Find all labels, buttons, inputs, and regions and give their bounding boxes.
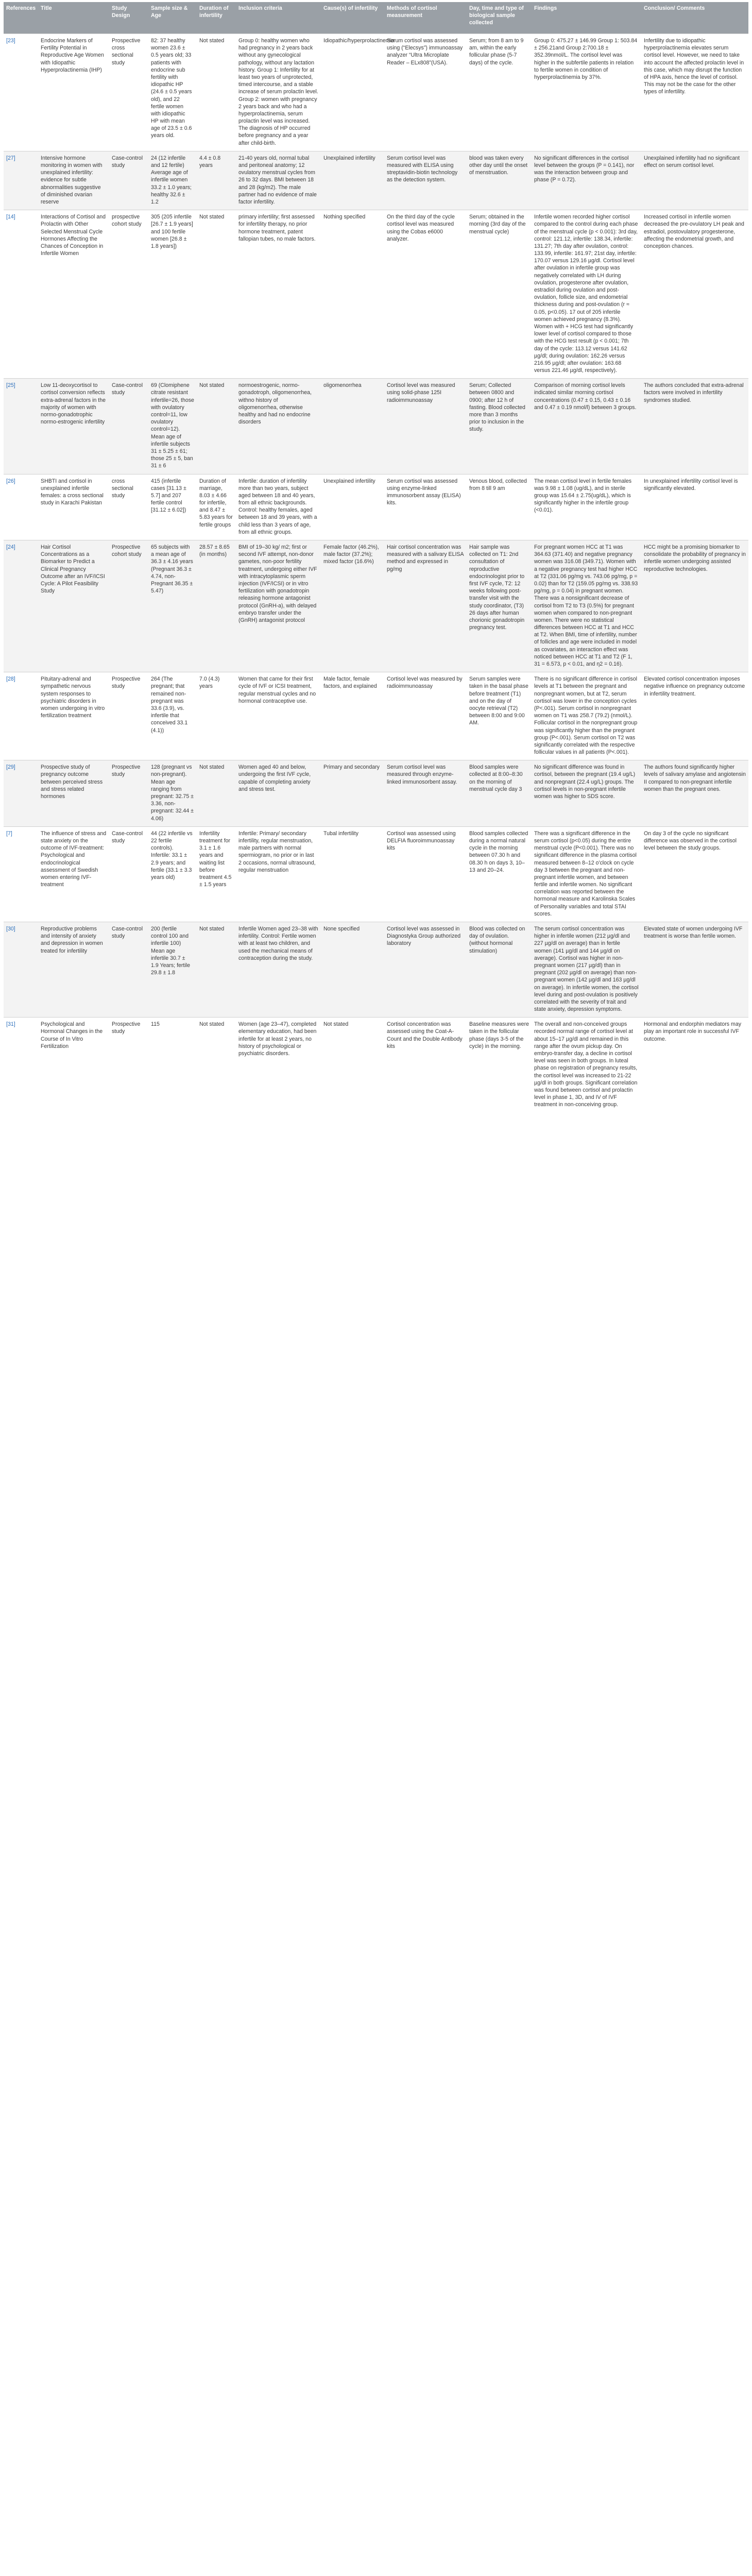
duration-cell: Infertility treatment for 3.1 ± 1.6 years and waiting list before treatment 4.5 ± 1.5 years	[197, 826, 236, 922]
study-design-cell: Case-control study	[109, 826, 148, 922]
title-cell: Intensive hormone monitoring in women with unexplained infertility: evidence for subtle abnormalities suggestive of diminished ovarian reserve	[38, 151, 109, 210]
table-row	[4, 672, 748, 760]
reference-cell[interactable]: [25]	[4, 379, 38, 474]
inclusion-criteria-cell: BMI of 19–30 kg/ m2; first or second IVF attempt, non-donor gametes, non-poor fertility treatment, undergoing either IVF with intracytoplasmic sperm injection (IVF/ICSI) or in vitro fertilization with gonadotropin releasing hormone antagonist protocol (GnRH-a), with delayed embryo transfer under the (GnRH) antagonist protocol	[236, 540, 321, 672]
title-cell: Prospective study of pregnancy outcome between perceived stress and stress related hormones	[38, 760, 109, 827]
findings-cell: The overall and non-conceived groups recorded normal range of cortisol level at about 15–17 µg/dl and remained in this range after the ovum pickup day. On embryo-transfer day, a decline in cortisol level was seen in both groups. In luteal phase on registration of pregnancy results, the cortisol level was increased to 21-22 µg/dl in both groups. Significant correlation was found between cortisol and prolactin level in phase 1, 3D, and IV of IVF treatment in non-conceiving group.	[532, 1018, 641, 1113]
causes-cell: Female factor (46.2%), male factor (37.2%); mixed factor (16.6%)	[321, 540, 384, 672]
col-references-header: References	[4, 2, 38, 34]
literature-table	[4, 2, 748, 1113]
reference-cell[interactable]: [23]	[4, 34, 38, 151]
causes-cell: oligomenorrhea	[321, 379, 384, 474]
sample-size-cell: 115	[148, 1018, 197, 1113]
duration-cell: 4.4 ± 0.8 years	[197, 151, 236, 210]
table-header	[4, 2, 748, 34]
duration-cell: Duration of marriage, 8.03 ± 4.66 for infertile, and 8.47 ± 5.83 years for fertile groups	[197, 474, 236, 540]
col-sample-size-header: Sample size & Age	[148, 2, 197, 34]
inclusion-criteria-cell: Women that came for their first cycle of IVF or ICSI treatment, regular menstrual cycles and no hormonal contraceptive use.	[236, 672, 321, 760]
reference-cell[interactable]: [29]	[4, 760, 38, 827]
causes-cell: None specified	[321, 922, 384, 1018]
reference-cell[interactable]: [14]	[4, 210, 38, 379]
duration-cell: Not stated	[197, 1018, 236, 1113]
duration-cell: Not stated	[197, 922, 236, 1018]
conclusion-cell: Increased cortisol in infertile women decreased the pre-ovulatory LH peak and estradiol, postovulatory progesterone, affecting the endometrial growth, and conception chances.	[641, 210, 748, 379]
col-findings-header: Findings	[532, 2, 641, 34]
conclusion-cell: The authors concluded that extra-adrenal factors were involved in infertility syndromes studied.	[641, 379, 748, 474]
table-row	[4, 210, 748, 379]
duration-cell: 28.57 ± 8.65 (in months)	[197, 540, 236, 672]
duration-cell: Not stated	[197, 760, 236, 827]
duration-cell: Not stated	[197, 34, 236, 151]
conclusion-cell: Infertility due to idiopathic hyperprolactinemia elevates serum cortisol level. However, we need to take into account the affected prolactin level in this case, which may disrupt the function of HPA axis, hence the level of cortisol. This may not be the case for the other types of infertility.	[641, 34, 748, 151]
title-cell: Interactions of Cortisol and Prolactin with Other Selected Menstrual Cycle Hormones Affecting the Chances of Conception in Infertile Women	[38, 210, 109, 379]
sample-size-cell: 44 (22 infertile vs 22 fertile controls). Infertile: 33.1 ± 2.9 years; and fertile (33.1 ± 3.3 years old)	[148, 826, 197, 922]
col-duration-header: Duration of infertility	[197, 2, 236, 34]
col-causes-header: Cause(s) of infertility	[321, 2, 384, 34]
study-design-cell: Prospective study	[109, 672, 148, 760]
reference-cell[interactable]: [7]	[4, 826, 38, 922]
table-row	[4, 151, 748, 210]
methods-cell: Cortisol level was assessed in Diagnostyka Group authorized laboratory	[384, 922, 467, 1018]
causes-cell: Male factor, female factors, and explained	[321, 672, 384, 760]
methods-cell: Hair cortisol concentration was measured with a salivary ELISA method and expressed in pg/mg	[384, 540, 467, 672]
sample-collected-cell: blood was taken every other day until the onset of menstruation.	[467, 151, 532, 210]
findings-cell: No significant differences in the cortisol level between the groups (P = 0.141), nor was the interaction between group and phase (P = 0.72).	[532, 151, 641, 210]
causes-cell: Unexplained infertility	[321, 474, 384, 540]
methods-cell: Cortisol concentration was assessed using the Coat-A-Count and the Double Antibody kits	[384, 1018, 467, 1113]
sample-size-cell: 128 (pregnant vs non-pregnant). Mean age ranging from pregnant: 32.75 ± 3.36, non-pregnant: 32.44 ± 4.06)	[148, 760, 197, 827]
sample-size-cell: 65 subjects with a mean age of 36.3 ± 4.16 years (Pregnant 36.3 ± 4.74, non-Pregnant 36.35 ± 5.47)	[148, 540, 197, 672]
table-body	[4, 34, 748, 1113]
causes-cell: Idiopathic/hyperprolactinemia	[321, 34, 384, 151]
sample-collected-cell: Venous blood, collected from 8 till 9 am	[467, 474, 532, 540]
methods-cell: On the third day of the cycle cortisol level was measured using the Cobas e6000 analyzer.	[384, 210, 467, 379]
causes-cell: Unexplained infertility	[321, 151, 384, 210]
study-design-cell: Case-control study	[109, 151, 148, 210]
table-row	[4, 379, 748, 474]
inclusion-criteria-cell: Infertile: duration of infertility more than two years, subject aged between 18 and 40 years, from all ethnic backgrounds. Control: healthy females, aged between 18 and 39 years, with a child less than 3 years of age, from all ethnic groups.	[236, 474, 321, 540]
title-cell: The influence of stress and state anxiety on the outcome of IVF-treatment: Psychological and endocrinological assessment of Swedish women entering IVF-treatment	[38, 826, 109, 922]
causes-cell: Tubal infertility	[321, 826, 384, 922]
reference-cell[interactable]: [27]	[4, 151, 38, 210]
findings-cell: The mean cortisol level in fertile females was 9.98 ± 1.08 (ug/dL), and in sterile group was 15.64 ± 2.75(ug/dL), which is significantly higher in the infertile group (<0.01).	[532, 474, 641, 540]
conclusion-cell: Elevated state of women undergoing IVF treatment is worse than fertile women.	[641, 922, 748, 1018]
sample-size-cell: 69 (Clomiphene citrate resistant infertile=26, those with ovulatory control=11, low ovulatory control=12). Mean age of infertile subjects 31 ± 5.25 ± 61; those 25 ± 5, ban 31 ± 6	[148, 379, 197, 474]
table-row	[4, 1018, 748, 1113]
sample-size-cell: 82: 37 healthy women 23.6 ± 0.5 years old; 33 patients with endocrine sub fertility with idiopathic HP (24.6 ± 0.5 years old), and 22 fertile women with idiopathic HP with mean age of 23.5 ± 0.6 years old.	[148, 34, 197, 151]
study-design-cell: Prospective study	[109, 760, 148, 827]
reference-cell[interactable]: [26]	[4, 474, 38, 540]
findings-cell: Comparison of morning cortisol levels indicated similar morning cortisol concentrations (0.47 ± 0.15, 0.43 ± 0.16 and 0.47 ± 0.19 nmol/l) between 3 groups.	[532, 379, 641, 474]
causes-cell: Not stated	[321, 1018, 384, 1113]
title-cell: Psychological and Hormonal Changes in the Course of In Vitro Fertilization	[38, 1018, 109, 1113]
literature-table-container	[4, 2, 748, 1113]
study-design-cell: Case-control study	[109, 922, 148, 1018]
conclusion-cell: On day 3 of the cycle no significant difference was observed in the cortisol level between the study groups.	[641, 826, 748, 922]
sample-size-cell: 200 (fertile control 100 and infertile 100) Mean age infertile 30.7 ± 1.9 Years; fertile 29.8 ± 1.8	[148, 922, 197, 1018]
inclusion-criteria-cell: Women aged 40 and below, undergoing the first IVF cycle, capable of completing anxiety and stress test.	[236, 760, 321, 827]
col-title-header: Title	[38, 2, 109, 34]
findings-cell: No significant difference was found in cortisol, between the pregnant (19.4 ug/L) and nonpregnant (22.4 ug/L) groups. The cortisol levels in non-pregnant infertile women was higher to SDS score.	[532, 760, 641, 827]
sample-collected-cell: Serum samples were taken in the basal phase before treatment (T1) and on the day of oocyte retrieval (T2) between 8:00 and 9:00 AM.	[467, 672, 532, 760]
study-design-cell: Prospective study	[109, 1018, 148, 1113]
reference-cell[interactable]: [24]	[4, 540, 38, 672]
title-cell: Hair Cortisol Concentrations as a Biomarker to Predict a Clinical Pregnancy Outcome after an IVF/ICSI Cycle: A Pilot Feasibility Study	[38, 540, 109, 672]
sample-size-cell: 24 (12 infertile and 12 fertile) Average age of infertile women 33.2 ± 1.0 years; healthy 32.6 ± 1.2	[148, 151, 197, 210]
sample-size-cell: 264 (The pregnant; that remained non-pregnant was 33.6 (3.9), vs. infertile that conceived 33.1 (4.1))	[148, 672, 197, 760]
table-row	[4, 760, 748, 827]
header-row	[4, 2, 748, 34]
table-row	[4, 826, 748, 922]
table-row	[4, 540, 748, 672]
findings-cell: For pregnant women HCC at T1 was 364.63 (371.40) and negative pregnancy women was 316.08 (349.71). Women with a negative pregnancy test had higher HCC at T2 (331.06 pg/mg vs. 743.06 pg/mg, p = 0.02) than for T2 (159.05 pg/mg vs. 338.93 pg/mg, p = 0.04) in pregnant women. There was a nonsignificant decrease of cortisol from T2 to T3 (0.5%) for pregnant women when compared to non-pregnant women. There were no statistical differences between HCC at T1 and HCC at T2. When BMI, time of infertility, number of follicles and age were included in model as covariates, an interaction effect was noticed between HCC at T1 and T2 (F 1, 31 = 6.573, p < 0.01, and η2 = 0.16).	[532, 540, 641, 672]
conclusion-cell: HCC might be a promising biomarker to consolidate the probability of pregnancy in infertile women undergoing assisted reproductive technologies.	[641, 540, 748, 672]
duration-cell: Not stated	[197, 210, 236, 379]
methods-cell: Serum cortisol was assessed using (“Elecsys”) immunoassay analyzer “Ultra Microplate Reader – ELx808”(USA).	[384, 34, 467, 151]
methods-cell: Serum cortisol was assessed using enzyme-linked immunosorbent assay (ELISA) kits.	[384, 474, 467, 540]
inclusion-criteria-cell: Women (age 23–47), completed elementary education, had been infertile for at least 2 years, no history of psychological or psychiatric disorders.	[236, 1018, 321, 1113]
sample-collected-cell: Serum; Collected between 0800 and 0900; after 12 h of fasting. Blood collected more than 3 months prior to inclusion in the study.	[467, 379, 532, 474]
study-design-cell: Prospective cross sectional study	[109, 34, 148, 151]
col-inclusion-header: Inclusion criteria	[236, 2, 321, 34]
title-cell: Endocrine Markers of Fertility Potential in Reproductive Age Women with Idiopathic Hyperprolactinemia (IHP)	[38, 34, 109, 151]
findings-cell: Group 0: 475.27 ± 146.99 Group 1: 503.84 ± 256.21and Group 2:700.18 ± 352.39nmol/L. The cortisol level was higher in the subfertile patients in relation to fertile women in condition of hyperprolactinemia by 37%.	[532, 34, 641, 151]
inclusion-criteria-cell: Infertile: Primary/ secondary infertility, regular menstruation, male partners with normal spermiogram, no prior or in last 2 occasions, normal ultrasound, regular menstruation	[236, 826, 321, 922]
inclusion-criteria-cell: normoestrogenic, normo-gonadotroph, oligomenorrhea, withno history of oligomenorrhea, otherwise healthy and had no endocrine disorders	[236, 379, 321, 474]
reference-cell[interactable]: [28]	[4, 672, 38, 760]
conclusion-cell: Hormonal and endorphin mediators may play an important role in successful IVF outcome.	[641, 1018, 748, 1113]
col-conclusion-header: Conclusion/ Comments	[641, 2, 748, 34]
study-design-cell: Prospective cohort study	[109, 540, 148, 672]
sample-collected-cell: Hair sample was collected on T1: 2nd consultation of reproductive endocrinologist prior to first IVF cycle, T2: 12 weeks following post-transfer visit with the study coordinator, (T3) 26 days after human chorionic gonadotropin pregnancy test.	[467, 540, 532, 672]
conclusion-cell: Unexplained infertility had no significant effect on serum cortisol level.	[641, 151, 748, 210]
reference-cell[interactable]: [30]	[4, 922, 38, 1018]
title-cell: Pituitary-adrenal and sympathetic nervous system responses to psychiatric disorders in women undergoing in vitro fertilization treatment	[38, 672, 109, 760]
conclusion-cell: Elevated cortisol concentration imposes negative influence on pregnancy outcome in infertility treatment.	[641, 672, 748, 760]
findings-cell: Infertile women recorded higher cortisol compared to the control during each phase of the menstrual cycle (p < 0.001): 3rd day, control: 121.12, infertile: 138.34, infertile: 131.27; 7th day after ovulation, control: 133.99, infertile: 161.97; 21st day, infertile: 170.07 versus 129.16 µg/dl. Cortisol level after ovulation in infertile group was negatively correlated with LH during ovulation, progesterone after ovulation, estradiol during ovulation and post-ovulation, follicle size, and endometrial thickness during and post-ovulation (r ≈ 0.05, p<0.05). 17 out of 205 infertile women achieved pregnancy (8.3%). Women with + HCG test had significantly lower level of cortisol compared to those with the HCG test result (p < 0.001; 7th day of the cycle: 113.12 versus 141.62 µg/dl; during ovulation: 162.26 versus 216.95 µg/dl; after ovulation: 163.68 versus 221.46 µg/dl, respectively).	[532, 210, 641, 379]
methods-cell: Serum cortisol level was measured with ELISA using streptavidin-biotin technology as the detection system.	[384, 151, 467, 210]
sample-collected-cell: Blood was collected on day of ovulation. (without hormonal stimulation)	[467, 922, 532, 1018]
methods-cell: Cortisol level was measured using solid-phase 125I radioimmunoassay	[384, 379, 467, 474]
causes-cell: Nothing specified	[321, 210, 384, 379]
inclusion-criteria-cell: Group 0: healthy women who had pregnancy in 2 years back without any gynecological pathology, without any lactation history. Group 1: Infertility for at least two years of unprotected, timed intercourse, and a stable increase of serum prolactin level. Group 2: women with pregnancy 2 years back and who had a hyperprolactinemia, serum prolactin level was increased. The diagnosis of HP occurred before pregnancy and a year after child-birth.	[236, 34, 321, 151]
findings-cell: The serum cortisol concentration was higher in infertile women (212 µg/dl and 227 µg/dl on average) than in fertile women (141 µg/dl and 144 µg/dl on average). Cortisol was higher in non-pregnant women (217 µg/dl) than in pregnant (202 µg/dl on average) than non-pregnant women (142 µg/dl and 163 µg/dl on average). In infertile women, the cortisol level during and post-ovulation is positively correlated with the severity of trait and state anxiety, depression symptoms.	[532, 922, 641, 1018]
title-cell: SHBTI and cortisol in unexplained infertile females: a cross sectional study in Karachi Pakistan	[38, 474, 109, 540]
sample-collected-cell: Serum; from 8 am to 9 am, within the early follicular phase (5-7 days) of the cycle.	[467, 34, 532, 151]
table-row	[4, 922, 748, 1018]
causes-cell: Primary and secondary	[321, 760, 384, 827]
study-design-cell: prospective cohort study	[109, 210, 148, 379]
conclusion-cell: The authors found significantly higher levels of salivary amylase and angiotensin II compared to non-pregnant infertile women than the pregnant ones.	[641, 760, 748, 827]
col-sample-collected-header: Day, time and type of biological sample collected	[467, 2, 532, 34]
inclusion-criteria-cell: Infertile Women aged 23–38 with infertility. Control: Fertile women with at least two children, and used the mechanical means of contraception during the study.	[236, 922, 321, 1018]
sample-collected-cell: Serum; obtained in the morning (3rd day of the menstrual cycle)	[467, 210, 532, 379]
sample-collected-cell: Blood samples were collected at 8:00–8:30 on the morning of menstrual cycle day 3	[467, 760, 532, 827]
col-study-design-header: Study Design	[109, 2, 148, 34]
study-design-cell: Case-control study	[109, 379, 148, 474]
inclusion-criteria-cell: 21-40 years old, normal tubal and peritoneal anatomy; 12 ovulatory menstrual cycles from 26 to 32 days. BMI between 18 and 28 (kg/m2). The male partner had no evidence of male factor infertility.	[236, 151, 321, 210]
conclusion-cell: In unexplained infertility cortisol level is significantly elevated.	[641, 474, 748, 540]
reference-cell[interactable]: [31]	[4, 1018, 38, 1113]
duration-cell: 7.0 (4.3) years	[197, 672, 236, 760]
table-row	[4, 34, 748, 151]
title-cell: Reproductive problems and intensity of anxiety and depression in women treated for infertility	[38, 922, 109, 1018]
sample-size-cell: 415 (infertile cases [31.13 ± 5.7] and 207 fertile control [31.12 ± 6.02])	[148, 474, 197, 540]
sample-collected-cell: Blood samples collected during a normal natural cycle in the morning between 07.30 h and 08.30 h on days 3, 10–13 and 20–24.	[467, 826, 532, 922]
duration-cell: Not stated	[197, 379, 236, 474]
methods-cell: Cortisol was assessed using DELFIA fluoroimmunoassay kits	[384, 826, 467, 922]
study-design-cell: cross sectional study	[109, 474, 148, 540]
table-row	[4, 474, 748, 540]
findings-cell: There was a significant difference in the serum cortisol (p<0.05) during the entire menstrual cycle (P<0.001). There was no significant difference in the plasma cortisol measured between 8–12 o'clock on cycle day 3 between the pregnant and non-pregnant infertile women, and between fertile and infertile women. No significant correlation was reported between the hormonal measure and Karolinska Scales of Personality variables and total STAI scores.	[532, 826, 641, 922]
title-cell: Low 11-deoxycortisol to cortisol conversion reflects extra-adrenal factors in the majority of women with normo-gonadotrophic normo-estrogenic infertility	[38, 379, 109, 474]
sample-collected-cell: Baseline measures were taken in the follicular phase (days 3-5 of the cycle) in the morning.	[467, 1018, 532, 1113]
methods-cell: Serum cortisol level was measured through enzyme-linked immunosorbent assay.	[384, 760, 467, 827]
findings-cell: There is no significant difference in cortisol levels at T1 between the pregnant and nonpregnant women, but at T2, serum cortisol was lower in the conception cycles (P<.001). Serum cortisol in nonpregnant women on T1 was 258.7 (79.2) (nmol/L). Follicular cortisol in the nonpregnant group was significantly higher than the pregnant group (P<.001). Serum cortisol on T2 was significantly correlated with the respective follicular values in all patients (P<.001).	[532, 672, 641, 760]
methods-cell: Cortisol level was measured by radioimmunoassay	[384, 672, 467, 760]
inclusion-criteria-cell: primary infertility; first assessed for infertility therapy, no prior hormone treatment, patent fallopian tubes, no male factors.	[236, 210, 321, 379]
sample-size-cell: 305 (205 infertile [26.7 ± 1.9 years] and 100 fertile women [26.8 ± 1.8 years])	[148, 210, 197, 379]
col-methods-header: Methods of cortisol measurement	[384, 2, 467, 34]
